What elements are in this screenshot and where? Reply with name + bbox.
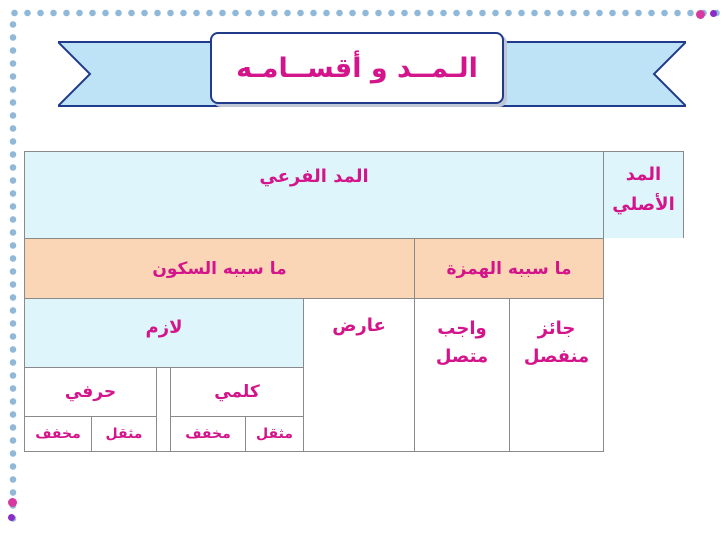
cell-harfi: حرفي — [24, 367, 157, 417]
cell-sukun-cause: ما سببه السكون — [24, 238, 415, 299]
decorative-dots-top — [8, 6, 720, 20]
spacer-cell — [156, 367, 171, 452]
cell-kalimi-muthaqqal: مثقل — [245, 416, 304, 452]
page-title: الـمــد و أقســامـه — [210, 32, 504, 104]
cell-kalimi: كلمي — [170, 367, 304, 417]
cell-secondary-madd: المد الفرعي — [24, 151, 604, 239]
cell-harfi-mukhaffaf: مخفف — [24, 416, 92, 452]
decorative-dot — [8, 498, 17, 507]
cell-hamza-cause: ما سببه الهمزة — [414, 238, 604, 299]
title-banner — [58, 38, 686, 110]
decorative-dots-left — [6, 18, 20, 523]
cell-arid: عارض — [303, 298, 415, 452]
cell-jaiz-munfasil: جائز منفصل — [509, 298, 604, 452]
blank-column — [603, 238, 684, 452]
decorative-dot — [710, 10, 717, 17]
cell-kalimi-mukhaffaf: مخفف — [170, 416, 246, 452]
cell-lazim: لازم — [24, 298, 304, 368]
cell-original-madd: المد الأصلي — [603, 151, 684, 239]
decorative-dot — [8, 514, 15, 521]
cell-harfi-muthaqqal: مثقل — [91, 416, 157, 452]
decorative-dot — [696, 10, 705, 19]
cell-wajib-muttasil: واجب متصل — [414, 298, 510, 452]
